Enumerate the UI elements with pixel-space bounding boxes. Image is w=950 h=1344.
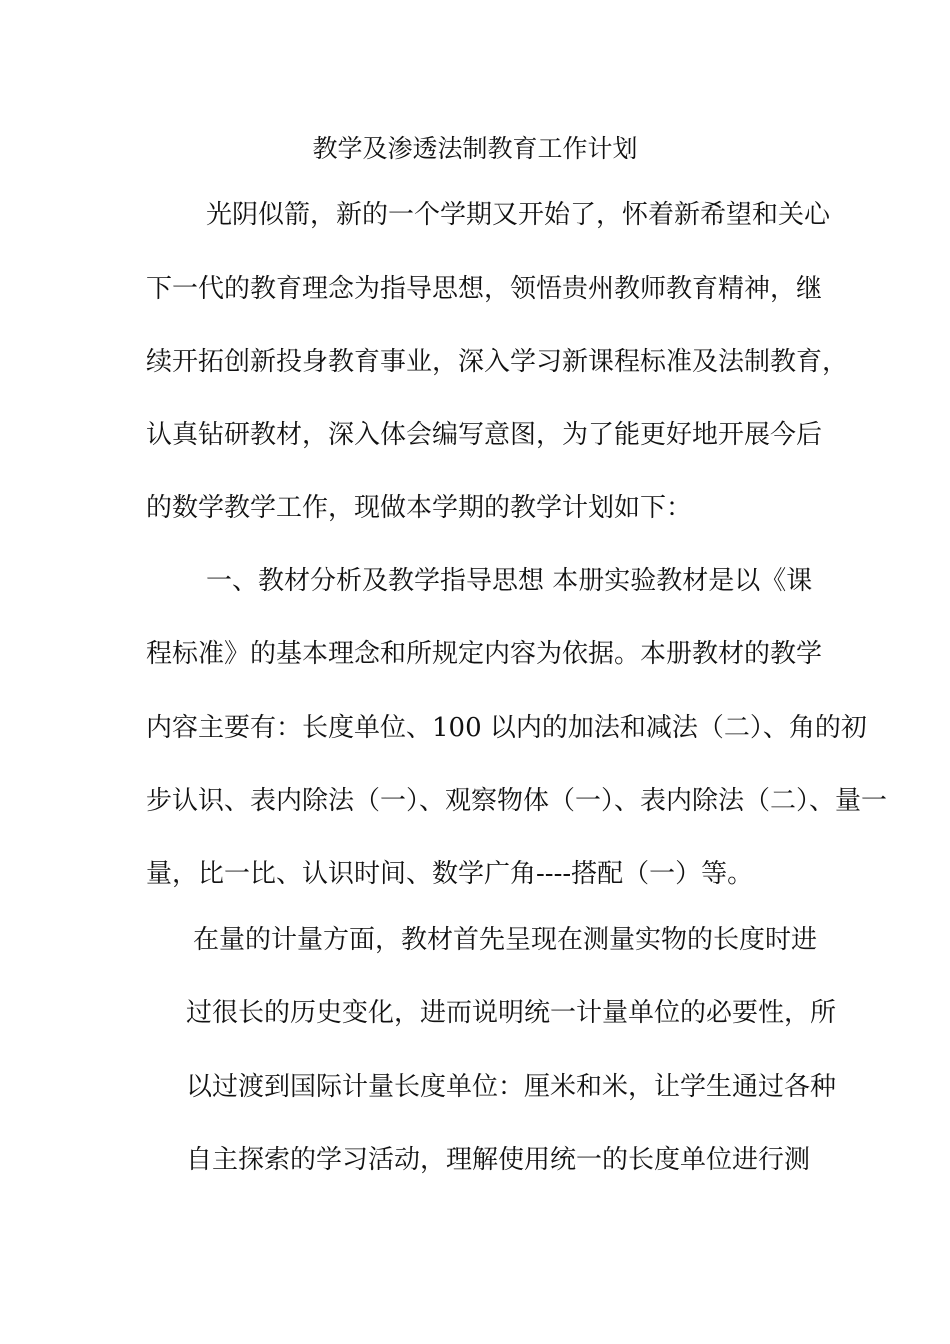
paragraph-line: 过很长的历史变化，进而说明统一计量单位的必要性，所 xyxy=(186,998,837,1028)
paragraph-line: 光阴似箭，新的一个学期又开始了，怀着新希望和关心 xyxy=(206,200,831,230)
paragraph-line: 的数学教学工作，现做本学期的教学计划如下： xyxy=(146,493,693,523)
paragraph-line: 量，比一比、认识时间、数学广角----搭配（一）等。 xyxy=(146,859,754,889)
paragraph-line: 内容主要有：长度单位、100 以内的加法和减法（二）、角的初 xyxy=(146,713,867,743)
paragraph-line: 步认识、表内除法（一）、观察物体（一）、表内除法（二）、量一 xyxy=(146,786,888,816)
paragraph-line: 自主探索的学习活动，理解使用统一的长度单位进行测 xyxy=(186,1145,811,1175)
document-title: 教学及渗透法制教育工作计划 xyxy=(312,134,638,163)
paragraph-line: 下一代的教育理念为指导思想，领悟贵州教师教育精神，继 xyxy=(146,274,823,304)
section-heading-line: 一、教材分析及教学指导思想 本册实验教材是以《课 xyxy=(206,566,813,596)
paragraph-line: 程标准》的基本理念和所规定内容为依据。本册教材的教学 xyxy=(146,639,823,669)
paragraph-line: 续开拓创新投身教育事业，深入学习新课程标准及法制教育， xyxy=(146,347,849,377)
paragraph-line: 认真钻研教材，深入体会编写意图，为了能更好地开展今后 xyxy=(146,420,823,450)
paragraph-line: 在量的计量方面，教材首先呈现在测量实物的长度时进 xyxy=(193,925,818,955)
paragraph-line: 以过渡到国际计量长度单位：厘米和米，让学生通过各种 xyxy=(186,1072,837,1102)
